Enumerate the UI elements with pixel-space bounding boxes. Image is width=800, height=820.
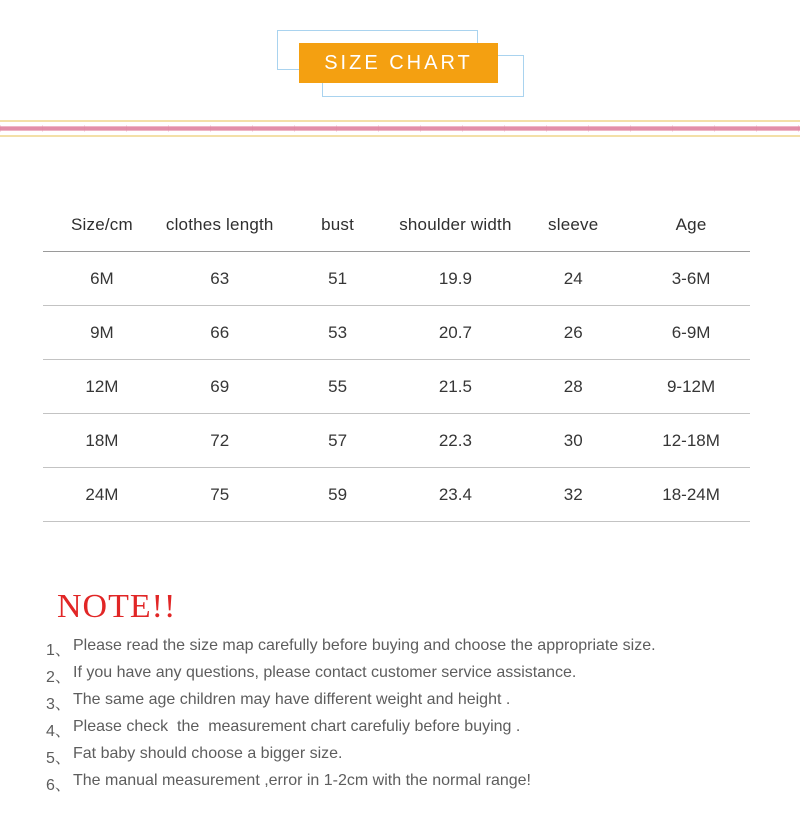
page-title: SIZE CHART [299,43,498,83]
table-cell: 57 [279,414,397,468]
table-cell: 20.7 [396,306,514,360]
note-item-number: 6、 [46,777,71,794]
table-cell: 30 [514,414,632,468]
table-cell: 24M [43,468,161,522]
stripe-cream-bottom [0,135,800,137]
table-cell: 63 [161,252,279,306]
table-header-row [43,199,750,252]
note-item-text: Please read the size map carefully before buying and choose the appropriate size. [73,637,656,654]
note-item [46,745,756,772]
table-cell: 66 [161,306,279,360]
col-header-sleeve: sleeve [514,199,632,252]
note-heading: NOTE!! [57,588,177,625]
note-item-number: 3、 [46,696,71,713]
note-item-number: 2、 [46,669,71,686]
size-table [43,199,750,522]
table-cell: 12-18M [632,414,750,468]
note-item [46,637,756,664]
note-item [46,664,756,691]
col-header-age: Age [632,199,750,252]
table-row [43,414,750,468]
table-row [43,306,750,360]
stripe-cream-top [0,120,800,122]
table-cell: 6M [43,252,161,306]
table-cell: 26 [514,306,632,360]
note-item-text: Fat baby should choose a bigger size. [73,745,343,762]
table-cell: 18M [43,414,161,468]
table-cell: 55 [279,360,397,414]
table-cell: 22.3 [396,414,514,468]
size-table-container [43,199,750,522]
note-item-number: 1、 [46,642,71,659]
col-header-shoulder-width: shoulder width [396,199,514,252]
table-row [43,468,750,522]
table-cell: 19.9 [396,252,514,306]
col-header-bust: bust [279,199,397,252]
table-cell: 24 [514,252,632,306]
table-cell: 53 [279,306,397,360]
table-cell: 75 [161,468,279,522]
table-cell: 12M [43,360,161,414]
table-cell: 21.5 [396,360,514,414]
table-cell: 72 [161,414,279,468]
note-item-text: The same age children may have different weight and height . [73,691,511,708]
note-list [46,637,756,799]
stripe-vertical-ticks [0,125,800,132]
col-header-clothes-length: clothes length [161,199,279,252]
note-item-text: Please check the measurement chart carefuliy before buying . [73,718,521,735]
note-item [46,772,756,799]
table-cell: 51 [279,252,397,306]
decorative-stripes [0,119,800,138]
table-cell: 9-12M [632,360,750,414]
table-cell: 3-6M [632,252,750,306]
note-item [46,691,756,718]
table-cell: 23.4 [396,468,514,522]
note-item-number: 5、 [46,750,71,767]
table-cell: 6-9M [632,306,750,360]
table-cell: 28 [514,360,632,414]
note-item-text: The manual measurement ,error in 1-2cm with the normal range! [73,772,531,789]
table-cell: 32 [514,468,632,522]
table-cell: 9M [43,306,161,360]
note-item [46,718,756,745]
col-header-size: Size/cm [43,199,161,252]
note-item-number: 4、 [46,723,71,740]
table-row [43,252,750,306]
note-item-text: If you have any questions, please contact customer service assistance. [73,664,577,681]
table-row [43,360,750,414]
table-cell: 59 [279,468,397,522]
table-cell: 18-24M [632,468,750,522]
table-cell: 69 [161,360,279,414]
